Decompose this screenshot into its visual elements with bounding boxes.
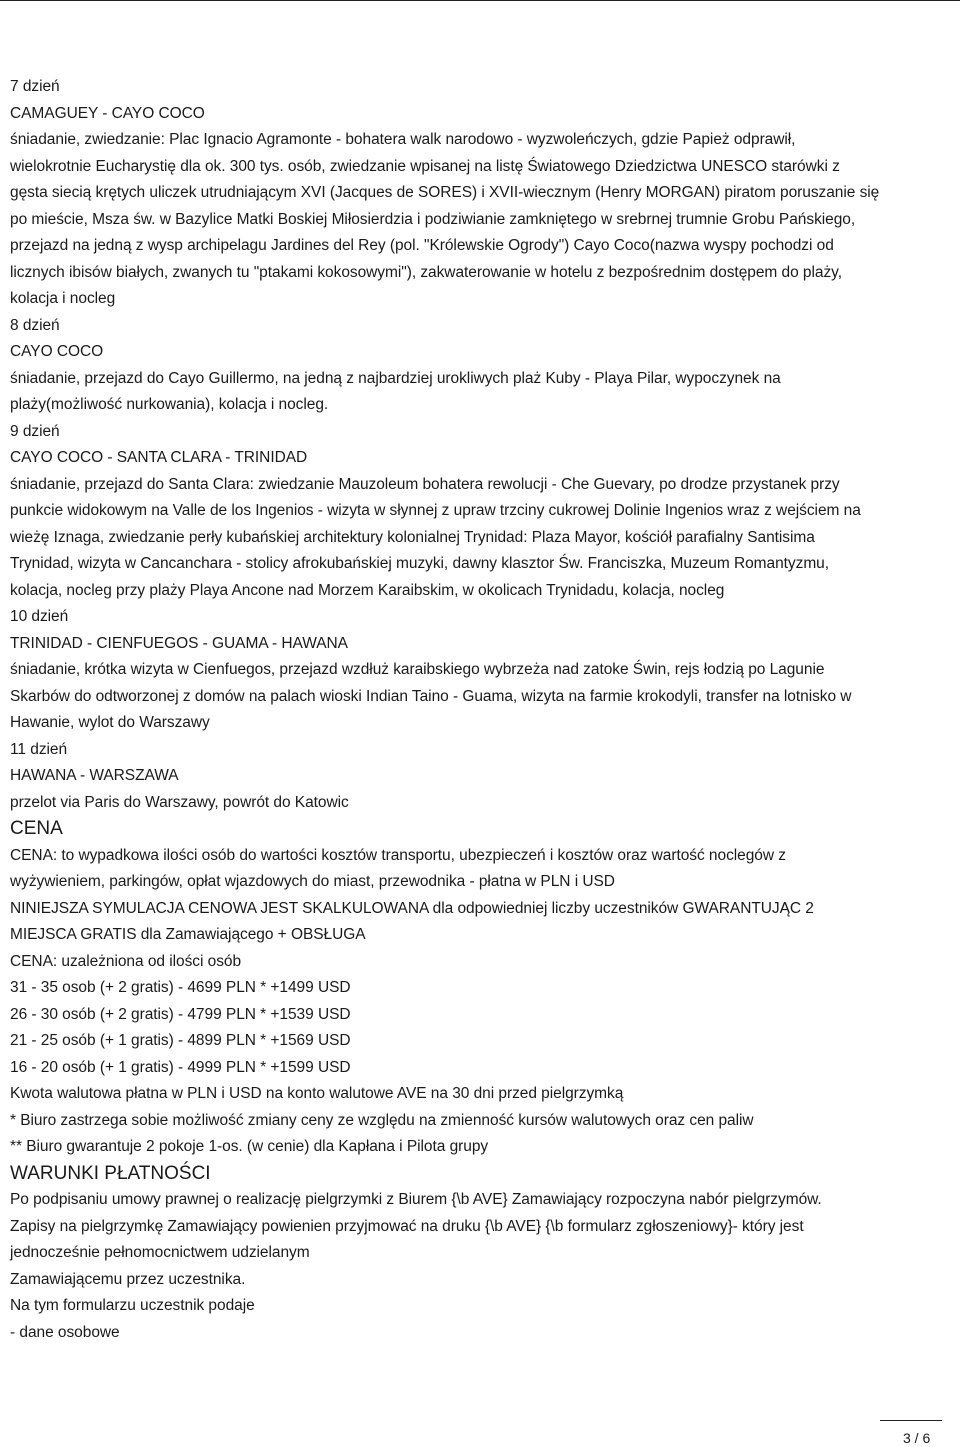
text-line: śniadanie, przejazd do Santa Clara: zwiedzanie Mauzoleum bohatera rewolucji - Che Guevary, po drodze przystanek przy [10,475,840,493]
text-line: wielokrotnie Eucharystię dla ok. 300 tys. osób, zwiedzanie wpisanej na listę Światowego Dziedzictwa UNESCO starówki z [10,157,840,175]
text-line: 9 dzień [10,422,60,440]
text-line: kolacja, nocleg przy plaży Playa Ancone nad Morzem Karaibskim, w okolicach Trynidadu, kolacja, nocleg [10,581,725,599]
text-line: CAYO COCO - SANTA CLARA - TRINIDAD [10,449,308,466]
text-line: TRINIDAD - CIENFUEGOS - GUAMA - HAWANA [10,634,348,652]
text-line: ** Biuro gwarantuje 2 pokoje 1-os. (w cenie) dla Kapłana i Pilota grupy [10,1138,489,1155]
text-line: licznych ibisów białych, zwanych tu "ptakami kokosowymi"), zakwaterowanie w hotelu z bezpośrednim dostępem do plaży, [10,263,842,281]
text-line: Zapisy na pielgrzymkę Zamawiający powienien przyjmować na druku {\b AVE} {\b formularz zgłoszeniowy}- który jest [10,1217,804,1235]
text-line: Hawanie, wylot do Warszawy [10,714,210,731]
text-line: * Biuro zastrzega sobie możliwość zmiany ceny ze względu na zmienność kursów walutowych oraz cen paliw [10,1111,754,1129]
text-line: Po podpisaniu umowy prawnej o realizację pielgrzymki z Biurem {\b AVE} Zamawiający rozpoczyna nabór pielgrzymów. [10,1191,822,1208]
top-rule [0,0,960,1]
text-line: przejazd na jedną z wysp archipelagu Jardines del Rey (pol. "Królewskie Ogrody") Cayo Coco(nazwa wyspy pochodzi od [10,237,834,254]
section-heading: WARUNKI PŁATNOŚCI [10,1162,211,1184]
text-line: CENA: to wypadkowa ilości osób do wartości kosztów transportu, ubezpieczeń i kosztów oraz wartość noclegów z [10,846,786,864]
text-line: śniadanie, krótka wizyta w Cienfuegos, przejazd wzdłuż karaibskiego wybrzeża nad zatoke Świn, rejs łodzią po Lagunie [10,661,825,678]
text-line: 8 dzień [10,316,60,334]
text-line: 21 - 25 osób (+ 1 gratis) - 4899 PLN * +1569 USD [10,1032,351,1049]
text-line: punkcie widokowym na Valle de los Ingenios - wizyta w słynnej z upraw trzciny cukrowej Dolinie Ingenios wraz z wejściem na [10,502,861,519]
text-line: 11 dzień [10,740,68,758]
text-line: 10 dzień [10,608,69,625]
text-line: NINIEJSZA SYMULACJA CENOWA JEST SKALKULOWANA dla odpowiedniej liczby uczestników GWARANTUJĄC 2 [10,899,814,917]
text-line: wieżę Iznaga, zwiedzanie perły kubańskiej architektury kolonialnej Trynidad: Plaza Mayor, kościół parafialny Santisima [10,528,815,546]
text-line: 26 - 30 osób (+ 2 gratis) - 4799 PLN * +1539 USD [10,1005,351,1023]
text-line: kolacja i nocleg [10,290,116,307]
text-line: Skarbów do odtworzonej z domów na palach wioski Indian Taino - Guama, wizyta na farmie krokodyli, transfer na lotnisko w [10,687,852,705]
text-line: HAWANA - WARSZAWA [10,767,179,784]
text-line: śniadanie, przejazd do Cayo Guillermo, na jedną z najbardziej urokliwych plaż Kuby - Playa Pilar, wypoczynek na [10,369,781,387]
text-line: CENA: uzależniona od ilości osób [10,952,242,970]
page-number-rule [880,1420,942,1421]
text-line: CAMAGUEY - CAYO COCO [10,104,205,122]
text-line: wyżywieniem, parkingów, opłat wjazdowych do miast, przewodnika - płatna w PLN i USD [10,873,615,890]
text-line: po mieście, Msza św. w Bazylice Matki Boskiej Miłosierdzia i podziwianie zamkniętego w srebrnej trumnie Grobu Pańskiego, [10,210,856,228]
text-line: 31 - 35 osob (+ 2 gratis) - 4699 PLN * +1499 USD [10,979,351,996]
text-line: MIEJSCA GRATIS dla Zamawiającego + OBSŁUGA [10,926,366,943]
text-line: śniadanie, zwiedzanie: Plac Ignacio Agramonte - bohatera walk narodowo - wyzwoleńczych, gdzie Papież odprawił, [10,131,796,148]
text-line: gęsta siecią krętych uliczek utrudniającym XVI (Jacques de SORES) i XVII-wiecznym (Henry MORGAN) piratom poruszanie się [10,184,880,201]
text-line: 16 - 20 osób (+ 1 gratis) - 4999 PLN * +1599 USD [10,1058,351,1076]
text-line: CAYO COCO [10,343,104,360]
section-heading: CENA [10,818,63,839]
document-body [10,74,955,1346]
text-line: plaży(możliwość nurkowania), kolacja i nocleg. [10,396,329,413]
text-line: Zamawiającemu przez uczestnika. [10,1270,246,1288]
page-number: 3 / 6 [903,1430,931,1446]
text-line: przelot via Paris do Warszawy, powrót do Katowic [10,793,349,811]
text-line: Kwota walutowa płatna w PLN i USD na konto walutowe AVE na 30 dni przed pielgrzymką [10,1085,624,1102]
text-line: - dane osobowe [10,1323,120,1341]
text-line: Trynidad, wizyta w Cancanchara - stolicy afrokubańskiej muzyki, dawny klasztor Św. Franciszka, Muzeum Romantyzmu, [10,555,830,572]
text-line: Na tym formularzu uczestnik podaje [10,1297,255,1314]
text-line: 7 dzień [10,78,60,95]
text-line: jednocześnie pełnomocnictwem udzielanym [10,1244,310,1261]
